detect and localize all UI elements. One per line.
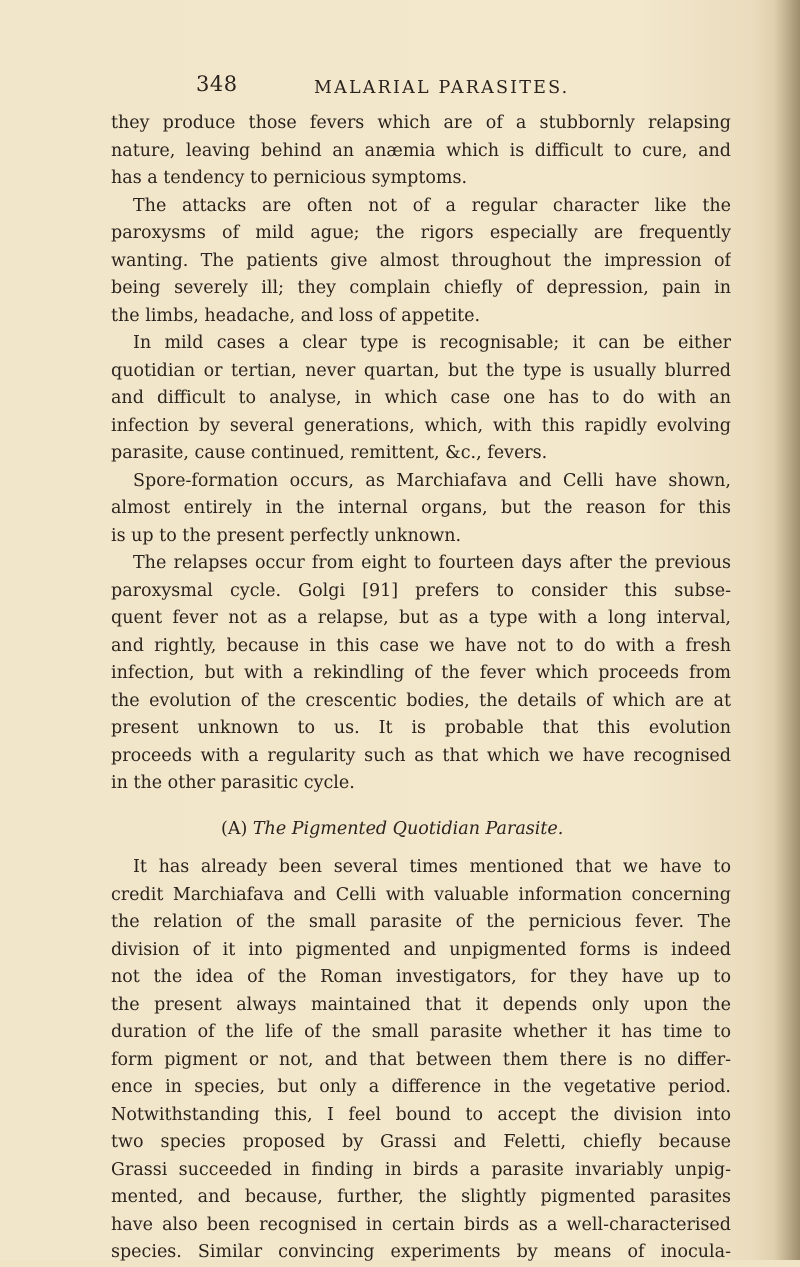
text-line: Notwithstanding this, I feel bound to accept the division into <box>111 1104 731 1125</box>
text-line: credit Marchiafava and Celli with valuable information concerning <box>111 884 731 905</box>
text-line: In mild cases a clear type is recognisable; it can be either <box>133 333 731 353</box>
text-line: is up to the present perfectly unknown. <box>111 525 462 546</box>
text-line: species. Similar convincing experiments by means of inocula- <box>111 1242 731 1262</box>
text-line: paroxysms of mild ague; the rigors especially are frequently <box>111 223 731 243</box>
text-line: the evolution of the crescentic bodies, the details of which are at <box>111 690 731 711</box>
text-line: parasite, cause continued, remittent, &c., fevers. <box>111 443 548 463</box>
text-line: in the other parasitic cycle. <box>111 773 355 793</box>
text-line: present unknown to us. It is probable that this evolution <box>111 718 731 738</box>
text-line: almost entirely in the internal organs, but the reason for this <box>111 498 731 518</box>
section-title: The Pigmented Quotidian Parasite. <box>252 818 564 839</box>
text-line: infection, but with a rekindling of the fever which proceeds from <box>111 663 731 683</box>
text-line: ence in species, but only a difference in the vegetative period. <box>111 1077 731 1097</box>
section-heading <box>111 816 731 844</box>
text-line: quent fever not as a relapse, but as a type with a long interval, <box>111 608 731 628</box>
text-line: has a tendency to pernicious symptoms. <box>111 168 468 188</box>
text-line: Spore-formation occurs, as Marchiafava and Celli have shown, <box>133 470 731 491</box>
text-line: being severely ill; they complain chiefly of depression, pain in <box>111 278 731 298</box>
text-line: Grassi succeeded in finding in birds a parasite invariably unpig- <box>111 1159 731 1180</box>
text-line: and difficult to analyse, in which case one has to do with an <box>111 388 731 408</box>
text-line: proceeds with a regularity such as that which we have recognised <box>111 745 731 766</box>
text-line: The attacks are often not of a regular character like the <box>133 195 731 216</box>
text-line: The relapses occur from eight to fourteen days after the previous <box>133 553 731 573</box>
text-line: wanting. The patients give almost throughout the impression of <box>111 250 731 271</box>
text-line: two species proposed by Grassi and Feletti, chiefly because <box>111 1132 731 1152</box>
body-text <box>111 110 731 1267</box>
text-line: division of it into pigmented and unpigmented forms is indeed <box>111 939 731 960</box>
text-line: quotidian or tertian, never quartan, but the type is usually blurred <box>111 360 731 381</box>
text-line: It has already been several times mentioned that we have to <box>133 857 731 877</box>
text-line: the present always maintained that it depends only upon the <box>111 994 731 1015</box>
text-line: nature, leaving behind an anæmia which is difficult to cure, and <box>111 140 731 161</box>
text-line: the relation of the small parasite of the pernicious fever. The <box>111 912 731 932</box>
running-head: MALARIAL PARASITES. <box>314 78 570 98</box>
page-edge-shadow <box>774 0 800 1260</box>
text-line: duration of the life of the small parasite whether it has time to <box>111 1022 731 1042</box>
text-line: mented, and because, further, the slightly pigmented parasites <box>111 1187 731 1207</box>
page-number: 348 <box>196 72 238 96</box>
text-line: form pigment or not, and that between them there is no differ- <box>111 1049 731 1070</box>
text-line: have also been recognised in certain birds as a well-characterised <box>111 1214 731 1235</box>
text-line: they produce those fevers which are of a stubbornly relapsing <box>111 113 731 133</box>
text-line: and rightly, because in this case we have not to do with a fresh <box>111 635 731 656</box>
text-line: the limbs, headache, and loss of appetite. <box>111 305 481 326</box>
section-label: (A) <box>221 818 248 839</box>
text-line: infection by several generations, which, with this rapidly evolving <box>111 415 731 436</box>
text-line: not the idea of the Roman investigators, for they have up to <box>111 967 731 987</box>
text-line: paroxysmal cycle. Golgi [91] prefers to consider this subse- <box>111 580 731 601</box>
